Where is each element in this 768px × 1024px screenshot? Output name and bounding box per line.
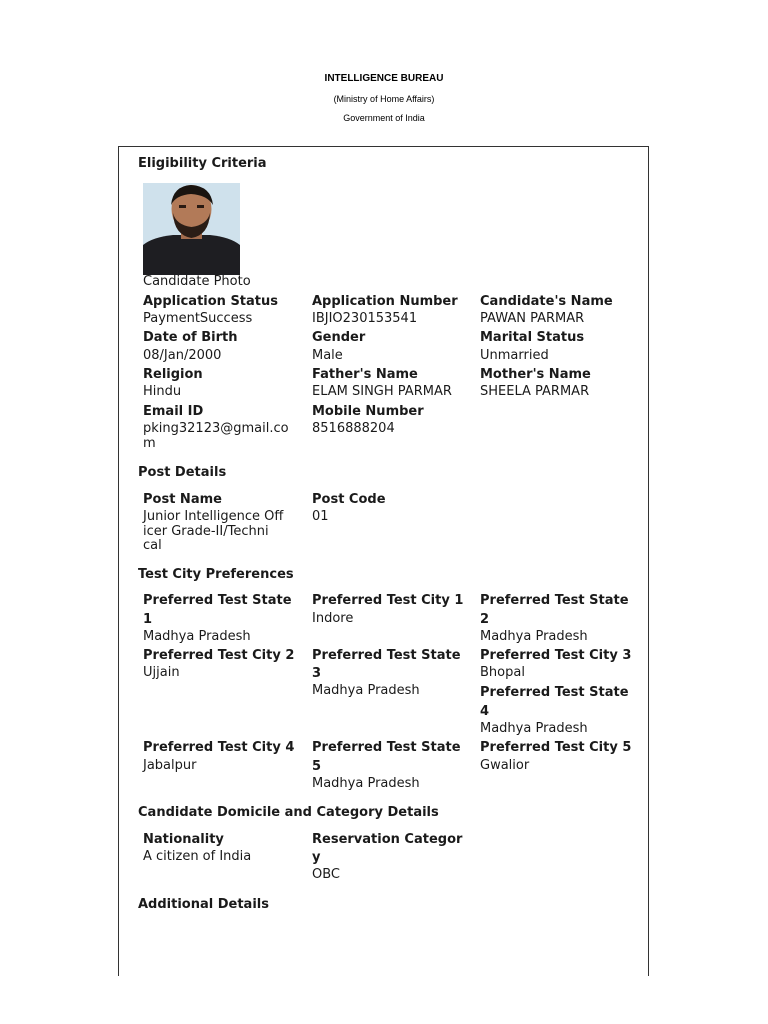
- label-test-state-2: Preferred Test State: [480, 593, 629, 608]
- ministry-subtitle: (Ministry of Home Affairs): [333, 94, 435, 104]
- value-father-name: ELAM SINGH PARMAR: [312, 384, 452, 399]
- label-date-of-birth: Date of Birth: [143, 330, 238, 345]
- section-domicile-category: Candidate Domicile and Category Details: [138, 805, 439, 820]
- label-test-state-1-number: 1: [143, 612, 153, 627]
- label-candidate-name: Candidate's Name: [480, 294, 613, 309]
- photo-caption: Candidate Photo: [143, 274, 251, 289]
- value-test-state-4: Madhya Pradesh: [480, 721, 588, 736]
- label-father-name: Father's Name: [312, 367, 418, 382]
- label-marital-status: Marital Status: [480, 330, 585, 345]
- label-mother-name: Mother's Name: [480, 367, 591, 382]
- candidate-photo-image: [143, 183, 240, 275]
- value-test-city-1: Indore: [312, 611, 354, 626]
- label-test-city-1: Preferred Test City 1: [312, 593, 464, 608]
- value-test-city-3: Bhopal: [480, 665, 525, 680]
- value-post-code: 01: [312, 509, 329, 524]
- section-eligibility-criteria: Eligibility Criteria: [138, 156, 267, 171]
- value-religion: Hindu: [143, 384, 182, 399]
- value-mother-name: SHEELA PARMAR: [480, 384, 590, 399]
- label-religion: Religion: [143, 367, 203, 382]
- label-email-id: Email ID: [143, 404, 204, 419]
- label-test-city-2: Preferred Test City 2: [143, 648, 295, 663]
- label-reservation-category-cont: y: [312, 850, 321, 865]
- label-test-state-1: Preferred Test State: [143, 593, 292, 608]
- government-subtitle: Government of India: [343, 113, 425, 123]
- label-post-code: Post Code: [312, 492, 386, 507]
- value-test-state-3: Madhya Pradesh: [312, 683, 420, 698]
- candidate-photo: [143, 183, 240, 275]
- label-application-number: Application Number: [312, 294, 458, 309]
- value-email-line-2: m: [143, 436, 156, 451]
- label-mobile-number: Mobile Number: [312, 404, 424, 419]
- label-test-state-3-number: 3: [312, 666, 322, 681]
- label-test-state-4-number: 4: [480, 704, 490, 719]
- label-reservation-category: Reservation Categor: [312, 832, 463, 847]
- value-test-state-5: Madhya Pradesh: [312, 776, 420, 791]
- value-gender: Male: [312, 348, 343, 363]
- label-test-state-2-number: 2: [480, 612, 490, 627]
- value-post-name-line-3: cal: [143, 538, 162, 553]
- value-email-line-1: pking32123@gmail.co: [143, 421, 289, 436]
- value-post-name-line-1: Junior Intelligence Off: [143, 509, 284, 524]
- value-test-state-1: Madhya Pradesh: [143, 629, 251, 644]
- value-post-name-line-2: icer Grade-II/Techni: [143, 524, 269, 539]
- label-gender: Gender: [312, 330, 366, 345]
- document-title: INTELLIGENCE BUREAU: [324, 73, 444, 84]
- label-test-city-5: Preferred Test City 5: [480, 740, 632, 755]
- value-nationality: A citizen of India: [143, 849, 252, 864]
- label-test-state-5-number: 5: [312, 759, 322, 774]
- label-test-state-5: Preferred Test State: [312, 740, 461, 755]
- label-test-state-4: Preferred Test State: [480, 685, 629, 700]
- label-test-state-3: Preferred Test State: [312, 648, 461, 663]
- value-application-status: PaymentSuccess: [143, 311, 253, 326]
- value-reservation-category: OBC: [312, 867, 340, 882]
- section-post-details: Post Details: [138, 465, 227, 480]
- label-application-status: Application Status: [143, 294, 279, 309]
- section-test-city-preferences: Test City Preferences: [138, 567, 294, 582]
- value-test-city-2: Ujjain: [143, 665, 180, 680]
- value-test-city-4: Jabalpur: [143, 758, 197, 773]
- value-application-number: IBJIO230153541: [312, 311, 418, 326]
- label-post-name: Post Name: [143, 492, 222, 507]
- value-test-state-2: Madhya Pradesh: [480, 629, 588, 644]
- value-date-of-birth: 08/Jan/2000: [143, 348, 222, 363]
- value-mobile-number: 8516888204: [312, 421, 395, 436]
- value-marital-status: Unmarried: [480, 348, 549, 363]
- value-candidate-name: PAWAN PARMAR: [480, 311, 585, 326]
- label-test-city-4: Preferred Test City 4: [143, 740, 295, 755]
- label-nationality: Nationality: [143, 832, 224, 847]
- label-test-city-3: Preferred Test City 3: [480, 648, 632, 663]
- section-additional-details: Additional Details: [138, 897, 269, 912]
- value-test-city-5: Gwalior: [480, 758, 530, 773]
